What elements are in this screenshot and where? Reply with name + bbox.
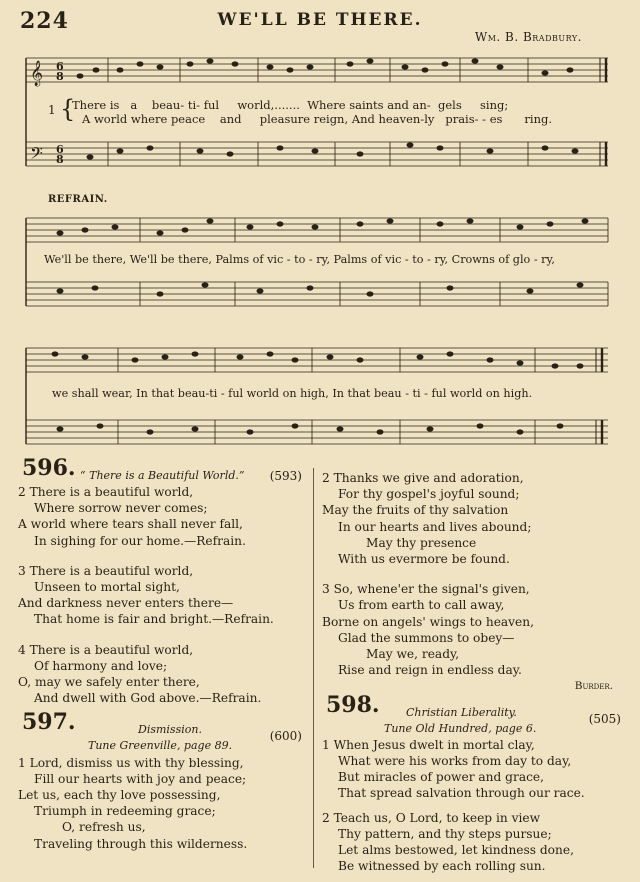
stanza [322, 737, 627, 802]
lyric-word: And heaven- [351, 112, 425, 126]
stanza-line: Glad the summons to obey— [338, 630, 515, 645]
hymn-598-header [322, 691, 627, 726]
lyric-word: es [489, 112, 503, 126]
stanza-line: Let us, each thy love possessing, [18, 788, 221, 803]
tune-reference: Tune Greenville, page 89. [88, 739, 233, 753]
stanza-line: With us evermore be found. [338, 552, 510, 567]
note-heads-treble-2 [57, 218, 589, 235]
lyric-word: and [219, 112, 242, 126]
lyric-word: an- [412, 98, 431, 112]
stanza-line: Borne on angels' wings to heaven, [322, 614, 534, 629]
hymn-number: 598. [326, 691, 380, 718]
stanza-line: O, may we safely enter there, [18, 675, 200, 690]
hymn-597-header [18, 709, 308, 744]
stanza-line: Thy pattern, and thy steps pursue; [338, 826, 552, 841]
hymn-number: 596. [22, 455, 76, 481]
composer-credit: Wm. B. Bradbury. [474, 30, 582, 44]
lyric-word: A [82, 112, 91, 126]
note-heads-bass-2 [57, 282, 584, 296]
hymn-caption: Christian Liberality. [406, 705, 517, 719]
lyric-word: ring. [524, 112, 552, 126]
stanza-line: That home is fair and bright.—Refrain. [34, 612, 274, 627]
stanza [322, 470, 627, 567]
svg-text:8: 8 [56, 153, 64, 166]
lyric-word: a [130, 98, 138, 112]
bass-clef-icon: 𝄢 [30, 143, 43, 167]
stanza-line: Unseen to mortal sight, [34, 580, 180, 595]
stanza-line: May we, ready, [366, 647, 460, 662]
lyric-word: world,....... [237, 98, 300, 112]
stanza-line: In sighing for our home.—Refrain. [34, 533, 246, 548]
stanza-line: 1 Lord, dismiss us with thy blessing, [18, 755, 244, 770]
stanza [18, 642, 308, 707]
lyric-word: pleasure reign, [259, 112, 349, 126]
stanza-line: 3 So, whene'er the signal's given, [322, 582, 530, 597]
lyrics-line-1 [72, 98, 602, 112]
stanza-line: For thy gospel's joyful sound; [338, 487, 520, 502]
hymn-ref: (593) [269, 469, 302, 483]
svg-text:6: 6 [56, 143, 64, 156]
hymn-596-header [18, 455, 308, 484]
stanza-line: 1 When Jesus dwelt in mortal clay, [322, 737, 535, 752]
stanza-line: O, refresh us, [62, 820, 146, 835]
refrain-lyrics-2: we shall wear, In that beau-ti - ful world on high, In that beau - ti - ful world on high. [52, 387, 533, 400]
lyric-word: beau- [151, 98, 185, 112]
lyric-word: ful [203, 98, 220, 112]
lyric-word: Where saints and [307, 98, 409, 112]
lyric-brace-icon: { [60, 95, 76, 123]
stanza-line: 2 Teach us, O Lord, to keep in view [322, 810, 541, 825]
stanza-line: May the fruits of thy salvation [322, 503, 509, 518]
song-title: WE'LL BE THERE. [217, 10, 423, 30]
lyric-word: There is [72, 98, 120, 112]
lyrics-line-2: A world where peace and pleasure reign, And heaven-ly prais- - es ring. [82, 112, 552, 126]
stanza-line: In our hearts and lives abound; [338, 519, 532, 534]
note-heads-treble-1 [77, 58, 574, 78]
hymn-ref: (505) [588, 711, 621, 726]
left-column [18, 455, 308, 852]
lyric-word: ti- [187, 98, 201, 112]
refrain-label: REFRAIN. [48, 194, 108, 205]
note-heads-bass-3 [57, 423, 564, 434]
svg-text:8: 8 [56, 70, 64, 83]
stanza [322, 581, 627, 678]
stanza-line: Rise and reign in endless day. [338, 663, 522, 678]
author-credit: Burder. [574, 680, 613, 693]
stanza-line: Fill our hearts with joy and peace; [34, 771, 247, 786]
lyric-word: ly [424, 112, 435, 126]
hymn-caption: Dismission. [138, 723, 202, 737]
lyric-word: sing; [480, 98, 509, 112]
stanza-line: Of harmony and love; [34, 658, 168, 673]
stanza-line: And darkness never enters there— [18, 596, 234, 611]
stanza-line: And dwell with God above.—Refrain. [34, 691, 262, 706]
hymn-text-area [0, 455, 640, 882]
stanza [18, 755, 308, 852]
stanza-line: A world where tears shall never fall, [18, 517, 243, 532]
stanza-line: Where sorrow never comes; [34, 501, 208, 516]
lyric-word: world where peace [93, 112, 206, 126]
lyric-word: prais- [445, 112, 479, 126]
stanza-line: 3 There is a beautiful world, [18, 563, 194, 578]
stanza-line: Triumph in redeeming grace; [34, 804, 216, 819]
stanza [18, 484, 308, 549]
hymn-number: 597. [22, 709, 76, 736]
stanza-line: May thy presence [366, 535, 477, 550]
stanza-line: 4 There is a beautiful world, [18, 642, 194, 657]
svg-text:6: 6 [56, 60, 64, 73]
hymn-caption: “ There is a Beautiful World.” [80, 469, 245, 482]
stanza-line: 2 There is a beautiful world, [18, 485, 194, 499]
stanza-line: Traveling through this wilderness. [34, 836, 248, 851]
treble-clef-icon: 𝄞 [30, 61, 44, 86]
tune-reference: Tune Old Hundred, page 6. [384, 721, 537, 735]
hymn-ref: (600) [269, 729, 302, 744]
stanza-line: Be witnessed by each rolling sun. [338, 859, 546, 874]
stanza [322, 810, 627, 875]
stanza-line: Let alms bestowed, let kindness done, [338, 843, 574, 858]
verse-number: 1 [48, 103, 56, 117]
note-heads-bass-1 [87, 142, 579, 159]
stanza-line: But miracles of power and grace, [338, 770, 544, 785]
lyric-word: gels [437, 98, 462, 112]
stanza-line: 2 Thanks we give and adoration, [322, 471, 524, 485]
stanza [18, 563, 308, 628]
page-number: 224 [20, 8, 69, 34]
refrain-lyrics-1: We'll be there, We'll be there, Palms of vic - to - ry, Palms of vic - to - ry, Crowns of glo - ry, [44, 253, 555, 266]
stanza-line: Us from earth to call away, [338, 598, 505, 613]
stanza-line: That spread salvation through our race. [338, 786, 585, 801]
stanza-line: What were his works from day to day, [338, 754, 572, 769]
right-column [322, 470, 627, 874]
